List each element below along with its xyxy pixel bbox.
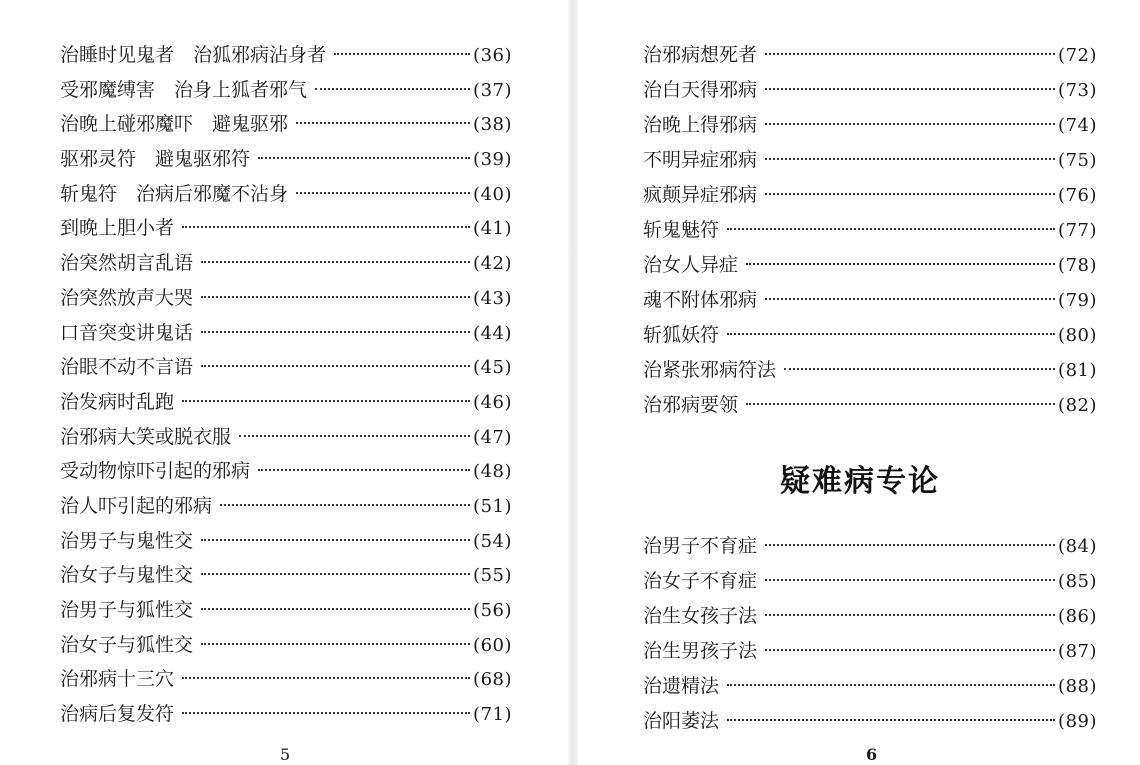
toc-entry-title: 口音突变讲鬼话 <box>60 321 194 344</box>
toc-entry <box>60 489 512 524</box>
toc-entry-page: (42) <box>473 253 512 275</box>
toc-entry-title: 治突然放声大哭 <box>60 286 194 309</box>
toc-leader-dots <box>765 123 1055 125</box>
toc-leader-dots <box>201 331 470 333</box>
toc-entry-page: (46) <box>473 391 512 413</box>
toc-leader-dots <box>201 608 470 610</box>
toc-entry <box>643 73 1097 108</box>
toc-entry-title: 治生女孩子法 <box>643 605 758 627</box>
toc-entry-title: 到晚上胆小者 <box>60 217 175 240</box>
toc-entry <box>643 529 1097 564</box>
toc-leader-dots <box>765 544 1055 546</box>
toc-leader-dots <box>784 368 1055 370</box>
toc-entry-page: (87) <box>1058 641 1097 662</box>
toc-entry-title: 受动物惊吓引起的邪病 <box>60 460 251 483</box>
toc-entry-title: 治邪病十三穴 <box>60 668 175 691</box>
toc-entry-title: 驱邪灵符 避鬼驱邪符 <box>60 148 251 171</box>
toc-entry-title: 治人吓引起的邪病 <box>60 494 213 517</box>
toc-leader-dots <box>201 296 470 298</box>
toc-entry-title: 治白天得邪病 <box>643 79 758 101</box>
toc-entry-page: (85) <box>1058 571 1097 592</box>
toc-entry <box>643 388 1097 423</box>
toc-entry-title: 治邪病要领 <box>643 394 739 416</box>
toc-entry-page: (75) <box>1058 150 1097 171</box>
toc-entry-title: 治遗精法 <box>643 675 720 697</box>
toc-entry-page: (36) <box>473 45 512 66</box>
toc-entry-page: (81) <box>1058 360 1097 381</box>
toc-entry <box>60 628 512 663</box>
toc-entry <box>643 634 1097 669</box>
toc-leader-dots <box>334 53 470 55</box>
toc-entry-title: 受邪魔缚害 治身上狐者邪气 <box>60 78 308 101</box>
toc-entry-page: (88) <box>1058 676 1097 697</box>
toc-entry-page: (43) <box>473 287 512 309</box>
toc-entry-page: (77) <box>1058 220 1097 241</box>
toc-entry <box>60 281 512 316</box>
toc-entry <box>60 524 512 559</box>
toc-entry <box>60 350 512 385</box>
toc-entry-title: 疯颠异症邪病 <box>643 184 758 206</box>
page-number-left: 5 <box>280 745 291 764</box>
toc-entry-page: (56) <box>473 600 512 621</box>
toc-entry-page: (89) <box>1058 711 1097 732</box>
toc-entry <box>643 38 1097 73</box>
toc-leader-dots <box>239 435 470 437</box>
toc-entry-page: (41) <box>473 218 512 240</box>
toc-entry-title: 斩狐妖符 <box>643 324 720 346</box>
toc-leader-dots <box>746 263 1055 265</box>
toc-entry-title: 魂不附体邪病 <box>643 289 758 311</box>
toc-leader-dots <box>727 719 1055 721</box>
toc-entry <box>60 316 512 351</box>
toc-entry-title: 治女子不育症 <box>643 570 758 592</box>
section-heading: 疑难病专论 <box>780 464 940 499</box>
toc-entry-page: (74) <box>1058 115 1097 136</box>
toc-entry-page: (38) <box>473 114 512 136</box>
toc-leader-dots <box>765 649 1055 651</box>
toc-entry <box>60 697 512 732</box>
toc-list-left <box>60 38 512 732</box>
toc-entry <box>643 248 1097 283</box>
toc-entry <box>60 107 512 142</box>
toc-entry <box>60 558 512 593</box>
toc-entry <box>643 178 1097 213</box>
toc-leader-dots <box>315 88 470 90</box>
toc-entry-page: (39) <box>473 149 512 171</box>
toc-entry <box>60 73 512 108</box>
toc-entry <box>643 704 1097 739</box>
toc-leader-dots <box>765 579 1055 581</box>
book-gutter <box>568 0 578 765</box>
toc-entry-page: (68) <box>473 669 512 691</box>
toc-entry <box>60 246 512 281</box>
toc-entry-page: (86) <box>1058 606 1097 627</box>
toc-entry-title: 治男子与鬼性交 <box>60 529 194 552</box>
toc-leader-dots <box>727 333 1055 335</box>
toc-entry-page: (72) <box>1058 45 1097 66</box>
toc-entry-page: (40) <box>473 183 512 205</box>
toc-entry-page: (54) <box>473 530 512 552</box>
toc-entry <box>643 353 1097 388</box>
toc-leader-dots <box>765 88 1055 90</box>
toc-leader-dots <box>727 684 1055 686</box>
toc-entry <box>60 420 512 455</box>
toc-entry <box>643 143 1097 178</box>
toc-entry-title: 治眼不动不言语 <box>60 356 194 379</box>
toc-entry-title: 治男子不育症 <box>643 535 758 557</box>
toc-leader-dots <box>765 193 1055 195</box>
toc-leader-dots <box>765 158 1055 160</box>
toc-leader-dots <box>296 192 470 194</box>
toc-entry-page: (84) <box>1058 536 1097 557</box>
toc-entry-title: 治女子与鬼性交 <box>60 564 194 587</box>
toc-leader-dots <box>220 504 470 506</box>
toc-entry-title: 治紧张邪病符法 <box>643 359 777 381</box>
toc-entry-title: 治邪病想死者 <box>643 44 758 66</box>
toc-entry-title: 斩鬼魅符 <box>643 219 720 241</box>
toc-entry-title: 治邪病大笑或脱衣服 <box>60 425 232 448</box>
toc-leader-dots <box>258 469 470 471</box>
toc-entry <box>60 662 512 697</box>
toc-entry <box>643 108 1097 143</box>
toc-leader-dots <box>182 677 470 679</box>
toc-entry-page: (47) <box>473 426 512 448</box>
toc-leader-dots <box>746 403 1055 405</box>
toc-list-right-top <box>643 38 1097 423</box>
toc-entry-title: 治睡时见鬼者 治狐邪病沾身者 <box>60 44 327 66</box>
toc-entry-title: 治晚上得邪病 <box>643 114 758 136</box>
toc-entry-page: (51) <box>473 495 512 517</box>
toc-entry-page: (71) <box>473 704 512 726</box>
toc-entry-page: (60) <box>473 634 512 656</box>
toc-leader-dots <box>765 53 1055 55</box>
toc-entry <box>643 213 1097 248</box>
toc-entry-page: (82) <box>1058 395 1097 416</box>
toc-entry-page: (73) <box>1058 80 1097 101</box>
toc-list-right-bottom <box>643 529 1097 739</box>
toc-entry <box>60 593 512 628</box>
toc-leader-dots <box>258 157 470 159</box>
toc-entry-page: (78) <box>1058 255 1097 276</box>
toc-entry-title: 治发病时乱跑 <box>60 390 175 413</box>
toc-entry-page: (37) <box>473 79 512 101</box>
toc-entry-page: (79) <box>1058 290 1097 311</box>
toc-entry <box>60 385 512 420</box>
toc-entry <box>60 454 512 489</box>
toc-leader-dots <box>201 261 470 263</box>
toc-entry-title: 不明异症邪病 <box>643 149 758 171</box>
toc-entry-title: 治阳萎法 <box>643 710 720 732</box>
toc-entry <box>60 177 512 212</box>
toc-entry-title: 治突然胡言乱语 <box>60 252 194 275</box>
toc-entry <box>60 142 512 177</box>
page-number-right: 6 <box>866 745 878 764</box>
toc-entry-title: 治病后复发符 <box>60 703 175 726</box>
toc-entry <box>60 38 512 73</box>
toc-leader-dots <box>296 122 470 124</box>
toc-leader-dots <box>201 643 470 645</box>
toc-entry <box>60 211 512 246</box>
toc-entry <box>643 283 1097 318</box>
toc-entry-page: (76) <box>1058 185 1097 206</box>
toc-entry <box>643 669 1097 704</box>
toc-leader-dots <box>201 365 470 367</box>
toc-leader-dots <box>727 228 1055 230</box>
toc-entry-title: 治晚上碰邪魔吓 避鬼驱邪 <box>60 113 289 136</box>
toc-leader-dots <box>182 400 470 402</box>
toc-entry <box>643 599 1097 634</box>
toc-entry-title: 治女子与狐性交 <box>60 633 194 656</box>
toc-entry-page: (48) <box>473 461 512 483</box>
toc-leader-dots <box>201 539 470 541</box>
toc-leader-dots <box>765 614 1055 616</box>
toc-leader-dots <box>765 298 1055 300</box>
toc-entry <box>643 564 1097 599</box>
toc-entry-title: 治男子与狐性交 <box>60 599 194 621</box>
toc-leader-dots <box>201 573 470 575</box>
toc-entry-title: 治生男孩子法 <box>643 640 758 662</box>
toc-entry-page: (45) <box>473 357 512 379</box>
toc-entry-title: 治女人异症 <box>643 254 739 276</box>
toc-entry-title: 斩鬼符 治病后邪魔不沾身 <box>60 182 289 205</box>
toc-entry-page: (44) <box>473 322 512 344</box>
toc-entry-page: (55) <box>473 565 512 587</box>
toc-leader-dots <box>182 712 470 714</box>
toc-leader-dots <box>182 226 470 228</box>
toc-entry <box>643 318 1097 353</box>
toc-entry-page: (80) <box>1058 325 1097 346</box>
